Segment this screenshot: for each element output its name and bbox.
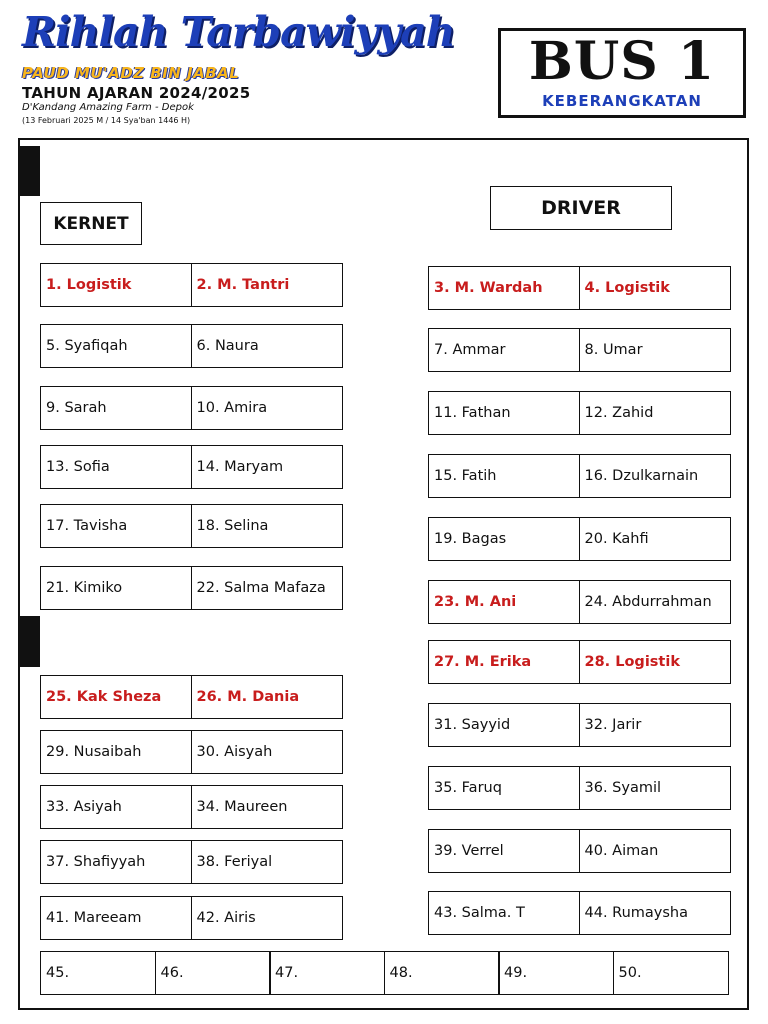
seat-cell: 12. Zahid (579, 391, 731, 435)
seat-cell: 29. Nusaibah (40, 730, 192, 774)
seat-cell: 43. Salma. T (428, 891, 580, 935)
seat-cell: 33. Asiyah (40, 785, 192, 829)
seat-row (40, 324, 341, 368)
seat-row (428, 580, 729, 624)
seat-cell: 21. Kimiko (40, 566, 192, 610)
seat-cell: 20. Kahfi (579, 517, 731, 561)
seat-cell: 4. Logistik (579, 266, 731, 310)
seat-cell: 39. Verrel (428, 829, 580, 873)
seat-cell: 14. Maryam (191, 445, 343, 489)
seat-row (428, 766, 729, 810)
seat-cell: 22. Salma Mafaza (191, 566, 343, 610)
seat-row (40, 896, 341, 940)
seat-cell: 25. Kak Sheza (40, 675, 192, 719)
seat-row (428, 328, 729, 372)
back-seat-cell: 46. (155, 951, 271, 995)
back-row-seats (40, 951, 735, 995)
seat-row (40, 386, 341, 430)
back-seat-cell: 48. (384, 951, 500, 995)
seat-cell: 11. Fathan (428, 391, 580, 435)
seat-row (40, 675, 341, 719)
seat-cell: 37. Shafiyyah (40, 840, 192, 884)
event-location: D'Kandang Amazing Farm - Depok (22, 102, 194, 113)
seat-cell: 5. Syafiqah (40, 324, 192, 368)
event-title: Rihlah Tarbawiyyah (22, 8, 455, 56)
academic-year: TAHUN AJARAN 2024/2025 (22, 84, 251, 102)
back-seat-cell: 50. (613, 951, 729, 995)
seat-row (428, 517, 729, 561)
seat-cell: 26. M. Dania (191, 675, 343, 719)
seat-row (40, 785, 341, 829)
seat-cell: 8. Umar (579, 328, 731, 372)
seat-cell: 41. Mareeam (40, 896, 192, 940)
seat-row (428, 703, 729, 747)
seat-row (428, 391, 729, 435)
seat-row (428, 640, 729, 684)
seat-cell: 2. M. Tantri (191, 263, 343, 307)
seat-cell: 34. Maureen (191, 785, 343, 829)
seat-cell: 36. Syamil (579, 766, 731, 810)
seat-cell: 27. M. Erika (428, 640, 580, 684)
seat-row (40, 445, 341, 489)
seat-cell: 35. Faruq (428, 766, 580, 810)
seat-cell: 40. Aiman (579, 829, 731, 873)
seat-cell: 17. Tavisha (40, 504, 192, 548)
seat-cell: 30. Aisyah (191, 730, 343, 774)
seat-cell: 15. Fatih (428, 454, 580, 498)
seat-row (40, 566, 341, 610)
seat-row (428, 891, 729, 935)
back-seat-cell: 49. (498, 951, 614, 995)
kernet-label: KERNET (40, 202, 142, 245)
seat-cell: 7. Ammar (428, 328, 580, 372)
front-door-marker (18, 146, 40, 196)
back-seat-cell: 47. (269, 951, 385, 995)
bus-label-box (498, 28, 746, 118)
seat-cell: 10. Amira (191, 386, 343, 430)
back-seat-cell: 45. (40, 951, 156, 995)
seat-cell: 31. Sayyid (428, 703, 580, 747)
seat-cell: 9. Sarah (40, 386, 192, 430)
seat-cell: 6. Naura (191, 324, 343, 368)
seat-cell: 42. Airis (191, 896, 343, 940)
seat-row (40, 840, 341, 884)
seat-cell: 38. Feriyal (191, 840, 343, 884)
event-date: (13 Februari 2025 M / 14 Sya'ban 1446 H) (22, 116, 191, 125)
seat-cell: 44. Rumaysha (579, 891, 731, 935)
bus-title: BUS 1 (528, 31, 716, 92)
seat-cell: 28. Logistik (579, 640, 731, 684)
driver-label: DRIVER (490, 186, 672, 230)
seat-cell: 3. M. Wardah (428, 266, 580, 310)
seat-row (40, 730, 341, 774)
seat-cell: 32. Jarir (579, 703, 731, 747)
seat-cell: 1. Logistik (40, 263, 192, 307)
seat-row (428, 829, 729, 873)
seat-row (40, 263, 341, 307)
bus-subtitle: KEBERANGKATAN (542, 92, 702, 110)
seat-cell: 24. Abdurrahman (579, 580, 731, 624)
seat-row (428, 454, 729, 498)
seat-cell: 16. Dzulkarnain (579, 454, 731, 498)
seat-cell: 13. Sofia (40, 445, 192, 489)
seat-row (428, 266, 729, 310)
middle-door-marker (18, 616, 40, 667)
seat-cell: 23. M. Ani (428, 580, 580, 624)
school-name: PAUD MU'ADZ BIN JABAL (22, 64, 240, 82)
seat-cell: 19. Bagas (428, 517, 580, 561)
seat-cell: 18. Selina (191, 504, 343, 548)
seat-row (40, 504, 341, 548)
